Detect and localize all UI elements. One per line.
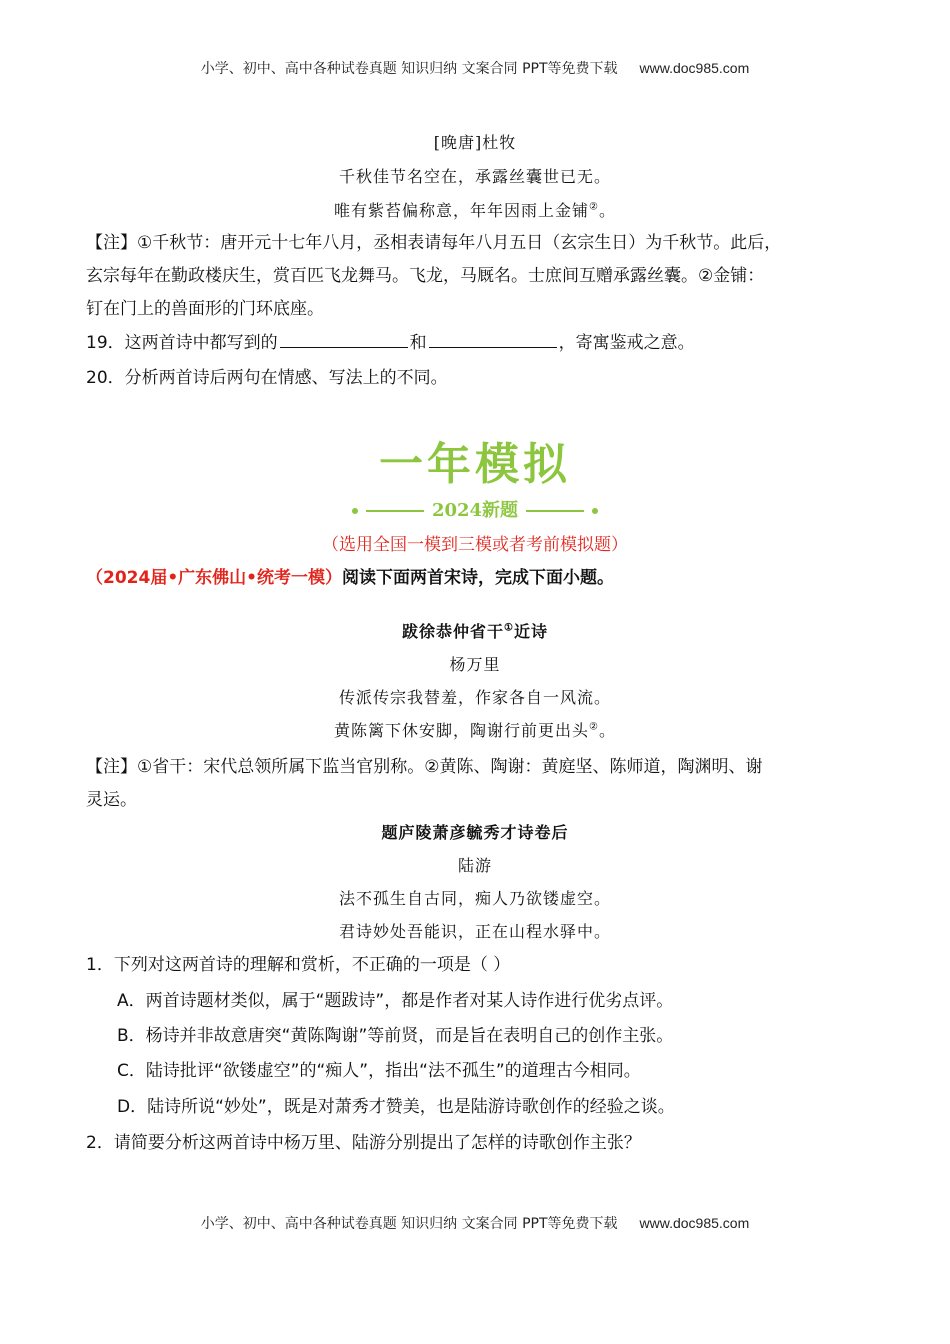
- poem1-note-line2: 玄宗每年在勤政楼庆生，赏百匹飞龙舞马。飞龙，马厩名。士庶间互赠承露丝囊。②金铺：: [86, 266, 765, 286]
- question-1-option-a[interactable]: A．两首诗题材类似，属于“题跋诗”，都是作者对某人诗作进行优劣点评。: [117, 991, 674, 1011]
- poem3-line1: 法不孤生自古同，痴人乃欲镂虚空。: [338, 889, 611, 908]
- q19-mid: 和: [409, 333, 427, 353]
- poem2-note-line1: 【注】①省干：宋代总领所属下监当官别称。②黄陈、陶谢：黄庭坚、陈师道，陶渊明、谢: [86, 757, 763, 777]
- q19-prefix: 19．这两首诗中都写到的: [86, 333, 278, 353]
- poem1-line2-text: 唯有紫苔偏称意，年年因雨上金铺: [334, 201, 590, 220]
- poem2-line2-sup: ②: [589, 721, 599, 733]
- question-1-option-c[interactable]: C．陆诗批评“欲镂虚空”的“痴人”，指出“法不孤生”的道理古今相同。: [117, 1061, 641, 1081]
- poem2-note-line2: 灵运。: [86, 790, 137, 810]
- poem1-line2-sup: ②: [589, 201, 599, 213]
- question-1-option-b[interactable]: B．杨诗并非故意唐突“黄陈陶谢”等前贤，而是旨在表明自己的创作主张。: [117, 1026, 674, 1046]
- poem2-title-sup: ①: [504, 622, 514, 634]
- poem2-title: [0, 621, 950, 643]
- poem2-line1: 传派传宗我替羞，作家各自一风流。: [338, 688, 611, 707]
- poem2-line2-text: 黄陈篱下休安脚，陶谢行前更出头: [334, 721, 590, 740]
- footer-url[interactable]: www.doc985.com: [639, 1215, 750, 1231]
- banner-subtitle: [0, 496, 950, 522]
- poem3-title: 题庐陵萧彦毓秀才诗卷后: [381, 823, 569, 842]
- intro-line: [86, 567, 614, 589]
- banner-dot-right: [592, 508, 598, 514]
- question-1-stem: 1．下列对这两首诗的理解和赏析，不正确的一项是（ ）: [86, 955, 511, 975]
- footer-text: 小学、初中、高中各种试卷真题 知识归纳 文案合同 PPT等免费下载: [200, 1216, 618, 1232]
- page-header: [0, 58, 950, 78]
- intro-text: 阅读下面两首宋诗，完成下面小题。: [342, 568, 615, 588]
- intro-source: （2024届•广东佛山•统考一模）: [86, 568, 343, 588]
- poem1-author: [晚唐]杜牧: [433, 133, 517, 152]
- poem1-note-line3: 钉在门上的兽面形的门环底座。: [86, 299, 324, 319]
- poem1-line2: [0, 200, 950, 222]
- poem3-author: 陆游: [457, 856, 492, 875]
- page-footer: [0, 1213, 950, 1233]
- question-20: 20．分析两首诗后两句在情感、写法上的不同。: [86, 368, 448, 388]
- banner-rule-right: [526, 510, 584, 512]
- poem2-author: 杨万里: [449, 655, 501, 674]
- question-1-option-d[interactable]: D．陆诗所说“妙处”，既是对萧秀才赞美，也是陆游诗歌创作的经验之谈。: [117, 1097, 675, 1117]
- header-url[interactable]: www.doc985.com: [639, 60, 750, 76]
- poem2-title-end: 近诗: [513, 622, 548, 641]
- question-19: [86, 331, 695, 354]
- banner-rule-left: [366, 510, 424, 512]
- poem2-title-text: 跋徐恭仲省干: [402, 622, 505, 641]
- poem2-line2: [0, 720, 950, 742]
- q19-blank-2[interactable]: [429, 331, 557, 348]
- poem1-note-line1: 【注】①千秋节：唐开元十七年八月，丞相表请每年八月五日（玄宗生日）为千秋节。此后，: [86, 233, 782, 253]
- q19-blank-1[interactable]: [280, 331, 408, 348]
- q19-suffix: ，寄寓鉴戒之意。: [558, 333, 695, 353]
- question-2: 2．请简要分析这两首诗中杨万里、陆游分别提出了怎样的诗歌创作主张？: [86, 1133, 641, 1153]
- banner-dot-left: [352, 508, 358, 514]
- banner-subtitle-text: 2024新题: [431, 500, 519, 521]
- header-text: 小学、初中、高中各种试卷真题 知识归纳 文案合同 PPT等免费下载: [200, 61, 618, 77]
- banner-title: 一年模拟: [379, 439, 571, 490]
- poem2-line2-end: 。: [598, 721, 616, 740]
- poem3-line2: 君诗妙处吾能识，正在山程水驿中。: [338, 922, 611, 941]
- poem1-line1: 千秋佳节名空在，承露丝囊世已无。: [338, 167, 611, 186]
- poem1-line2-end: 。: [598, 201, 616, 220]
- banner-note: （选用全国一模到三模或者考前模拟题）: [322, 535, 628, 555]
